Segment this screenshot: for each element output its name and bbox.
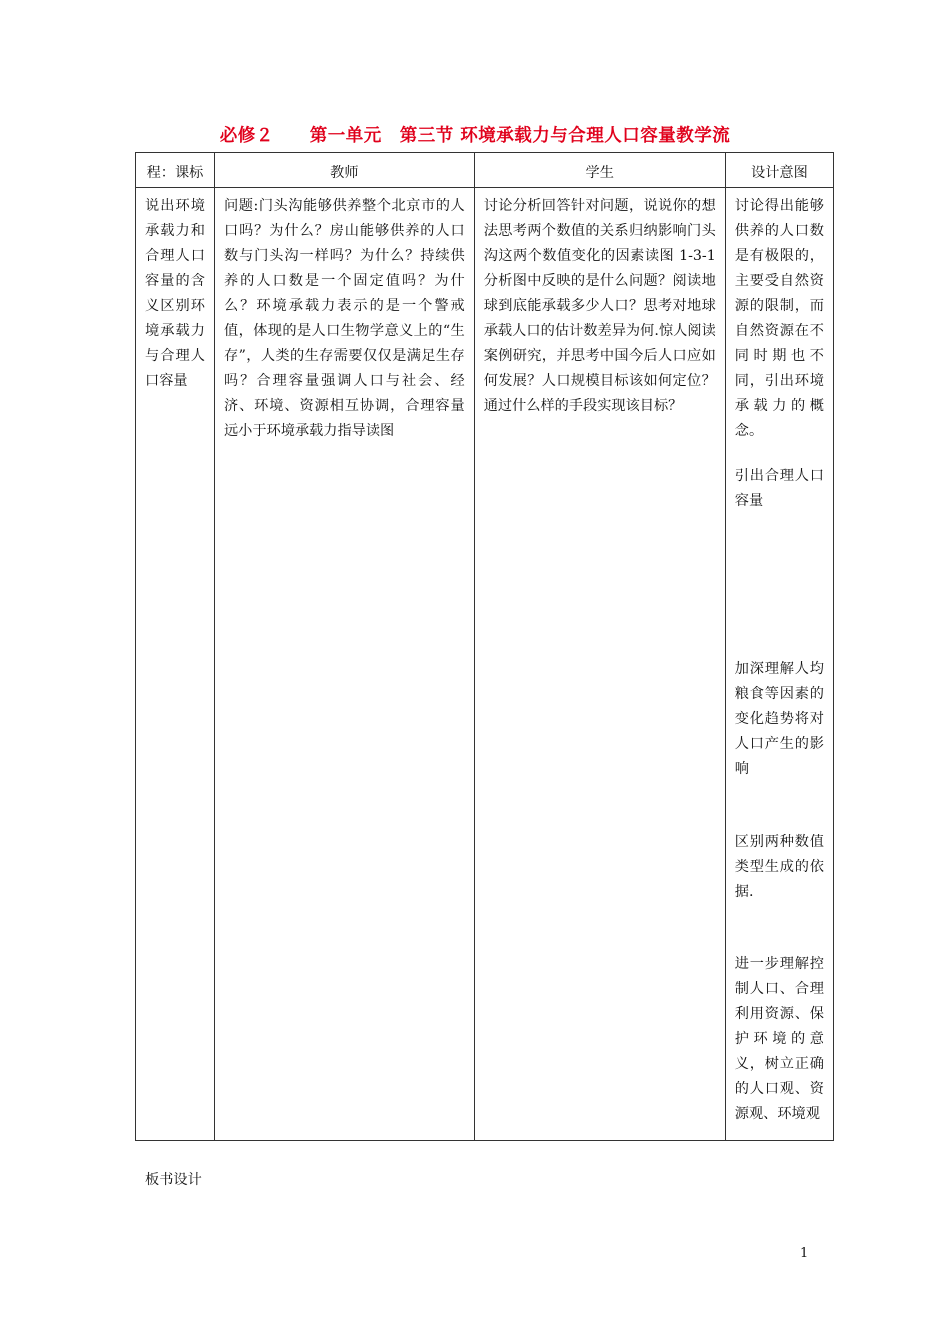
document-title: 必修２ 第一单元 第三节 环境承载力与合理人口容量教学流 xyxy=(219,126,731,146)
intent-paragraph: 引出合理人口容量 xyxy=(734,468,824,509)
header-intent: 设计意图 xyxy=(725,153,833,188)
cell-intent xyxy=(725,188,833,1141)
lesson-plan-table xyxy=(135,152,834,1141)
header-standard: 程：课标 xyxy=(136,153,215,188)
intent-paragraph: 加深理解人均粮食等因素的变化趋势将对人口产生的影响 xyxy=(734,661,824,777)
intent-paragraph: 讨论得出能够供养的人口数是有极限的，主要受自然资源的限制，而自然资源在不同时期也不同，引出环境承载力的概念。 xyxy=(734,198,824,439)
board-design-label: 板书设计 xyxy=(145,1172,202,1188)
cell-standard: 说出环境承载力和合理人口容量的含义区别环境承载力与合理人口容量 xyxy=(136,188,215,1141)
page-number: 1 xyxy=(800,1246,809,1261)
cell-teacher: 问题:门头沟能够供养整个北京市的人口吗？为什么？房山能够供养的人口数与门头沟一样吗？为什么？持续供养的人口数是一个固定值吗？为什么？环境承载力表示的是一个警戒值，体现的是人口生物学意义上的“生存”，人类的生存需要仅仅是满足生存吗？合理容量强调人口与社会、经济、环境、资源相互协调，合理容量远小于环境承载力指导读图 xyxy=(214,188,474,1141)
header-teacher: 教师 xyxy=(214,153,474,188)
intent-paragraph: 区别两种数值类型生成的依据. xyxy=(734,834,824,900)
table-row xyxy=(136,188,834,1141)
header-student: 学生 xyxy=(474,153,725,188)
cell-student: 讨论分析回答针对问题，说说你的想法思考两个数值的关系归纳影响门头沟这两个数值变化的因素读图 1-3-1 分析图中反映的是什么问题？阅读地球到底能承载多少人口？思考对地球承载人口的估计数差异为何.惊人阅读案例研究，并思考中国今后人口应如何发展？人口规模目标该如何定位？通过什么样的手段实现该目标？ xyxy=(474,188,725,1141)
table-header-row xyxy=(136,153,834,188)
intent-paragraph: 进一步理解控制人口、合理利用资源、保护环境的意义，树立正确的人口观、资源观、环境观 xyxy=(734,956,824,1122)
